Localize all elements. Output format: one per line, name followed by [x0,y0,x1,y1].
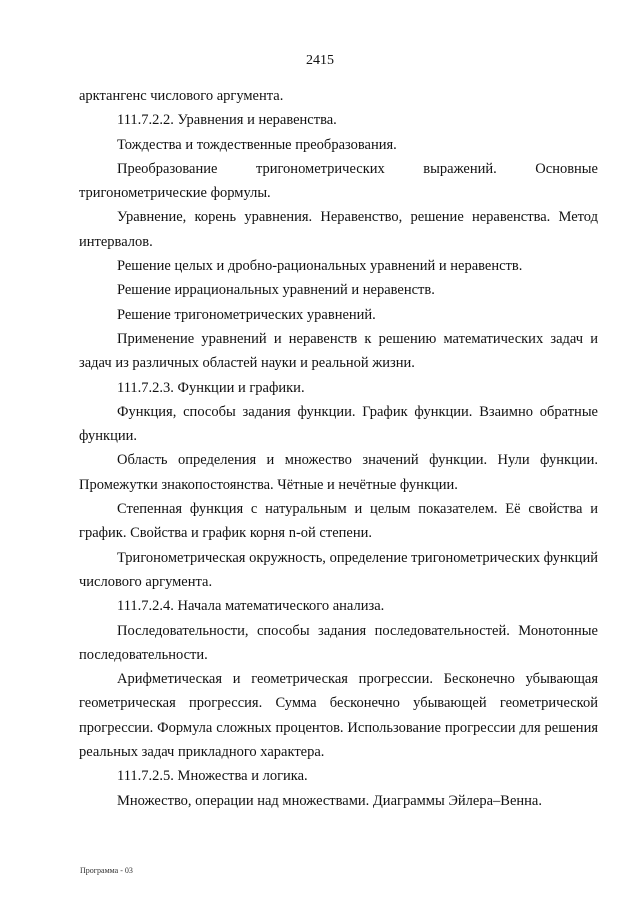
paragraph: Решение тригонометрических уравнений. [117,306,376,323]
section-heading: 111.7.2.5. Множества и логика. [117,768,308,785]
paragraph: Степенная функция с натуральным и целым показателем. Её свойства и график. Свойства и график корня n-ой степени. [79,501,598,542]
section-heading: 111.7.2.4. Начала математического анализа. [117,598,385,615]
paragraph: арктангенс числового аргумента. [79,88,284,104]
footer-label: Программа - 03 [80,866,133,875]
paragraph: Функция, способы задания функции. График функции. Взаимно обратные функции. [79,403,598,445]
paragraph: Решение иррациональных уравнений и неравенств. [117,282,435,299]
paragraph: Решение целых и дробно-рациональных уравнений и неравенств. [117,258,523,275]
section-heading: 111.7.2.3. Функции и графики. [117,379,305,396]
paragraph: Тригонометрическая окружность, определение тригонометрических функций числового аргумента. [79,549,598,590]
paragraph: Последовательности, способы задания последовательностей. Монотонные последовательности. [79,622,598,663]
section-heading: 111.7.2.2. Уравнения и неравенства. [117,112,337,129]
body-text [79,84,598,813]
page-number: 2415 [306,53,334,68]
paragraph: Тождества и тождественные преобразования. [117,136,397,153]
paragraph: Арифметическая и геометрическая прогрессии. Бесконечно убывающая геометрическая прогрессия. Сумма бесконечно убывающей геометрической прогрессии. Формула сложных процентов. Использование прогрессии для решения реальных задач прикладного характера. [79,671,598,761]
paragraph: Уравнение, корень уравнения. Неравенство, решение неравенства. Метод интервалов. [79,209,598,250]
paragraph: Применение уравнений и неравенств к решению математических задач и задач из различных областей науки и реальной жизни. [79,330,598,372]
paragraph: Множество, операции над множествами. Диаграммы Эйлера–Венна. [117,792,542,809]
paragraph: Преобразование тригонометрических выражений. Основные тригонометрические формулы. [79,160,598,202]
paragraph: Область определения и множество значений функции. Нули функции. Промежутки знакопостоянства. Чётные и нечётные функции. [79,452,598,493]
